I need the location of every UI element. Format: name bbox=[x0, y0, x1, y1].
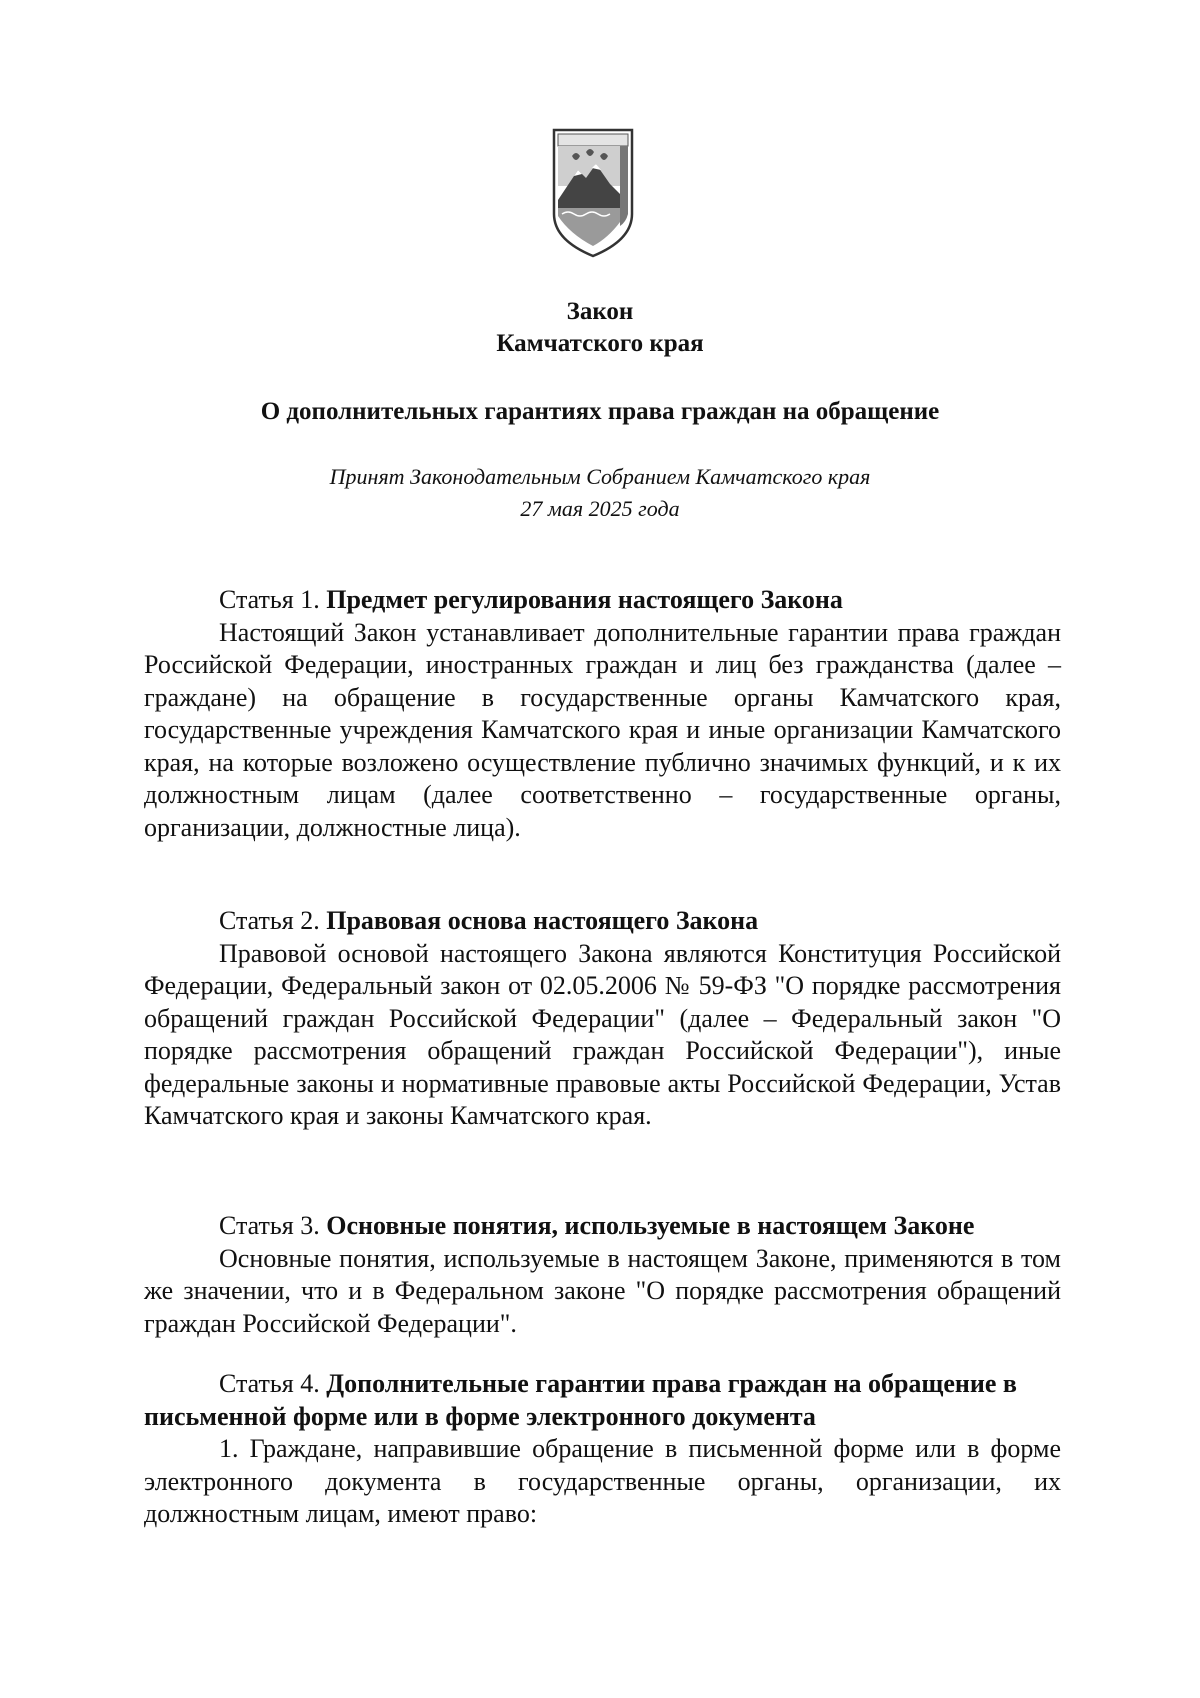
article-1-text: Настоящий Закон устанавливает дополнительные гарантии права граждан Российской Федерации, иностранных граждан и лиц без гражданства (далее – граждане) на обращение в государственные органы Камчатского края, государственные учреждения Камчатского края и иные организации Камчатского края, на которые возложено осуществление публично значимых функций, и к их должностным лицам (далее соответственно – государственные органы, организации, должностные лица). bbox=[144, 617, 1061, 842]
coat-of-arms-emblem bbox=[548, 122, 638, 262]
article-4-text: 1. Граждане, направившие обращение в письменной форме или в форме электронного документа в государственные органы, организации, их должностным лицам, имеют право: bbox=[144, 1434, 1061, 1528]
law-subtitle: О дополнительных гарантиях права граждан на обращение bbox=[260, 398, 940, 425]
article-4 bbox=[144, 1368, 1061, 1531]
article-3-text: Основные понятия, используемые в настоящем Законе, применяются в том же значении, что и в Федеральном законе "О порядке рассмотрения обращений граждан Российской Федерации". bbox=[144, 1243, 1061, 1338]
adoption-note-line-1: Принят Законодательным Собранием Камчатского края bbox=[329, 464, 871, 489]
article-2-heading bbox=[144, 905, 1061, 938]
law-title-line-2: Камчатского края bbox=[496, 330, 704, 357]
article-4-name: Дополнительные гарантии права граждан на обращение в письменной форме или в форме электронного документа bbox=[144, 1369, 1017, 1431]
article-1-heading bbox=[144, 584, 1061, 617]
article-2-name: Правовая основа настоящего Закона bbox=[326, 906, 759, 935]
article-3-number: Статья 3. bbox=[219, 1211, 320, 1240]
article-1-number: Статья 1. bbox=[219, 585, 320, 614]
article-3 bbox=[144, 1210, 1061, 1340]
article-3-heading bbox=[144, 1210, 1061, 1243]
article-1-name: Предмет регулирования настоящего Закона bbox=[326, 585, 843, 614]
adoption-date: 27 мая 2025 года bbox=[520, 496, 680, 521]
law-title-line-1: Закон bbox=[566, 298, 634, 325]
adoption-note bbox=[0, 461, 1200, 525]
article-4-heading bbox=[144, 1368, 1061, 1433]
article-3-name: Основные понятия, используемые в настоящем Законе bbox=[326, 1211, 975, 1240]
article-2 bbox=[144, 905, 1061, 1133]
kamchatka-coat-of-arms-icon bbox=[548, 122, 638, 262]
article-4-number: Статья 4. bbox=[219, 1369, 320, 1398]
article-2-number: Статья 2. bbox=[219, 906, 320, 935]
article-1 bbox=[144, 584, 1061, 844]
article-2-text: Правовой основой настоящего Закона являются Конституция Российской Федерации, Федеральный закон от 02.05.2006 № 59-ФЗ "О порядке рассмотрения обращений граждан Российской Федерации" (далее – Федеральный закон "О порядке рассмотрения обращений граждан Российской Федерации"), иные федеральные законы и нормативные правовые акты Российской Федерации, Устав Камчатского края и законы Камчатского края. bbox=[144, 938, 1061, 1130]
law-title bbox=[0, 296, 1200, 360]
